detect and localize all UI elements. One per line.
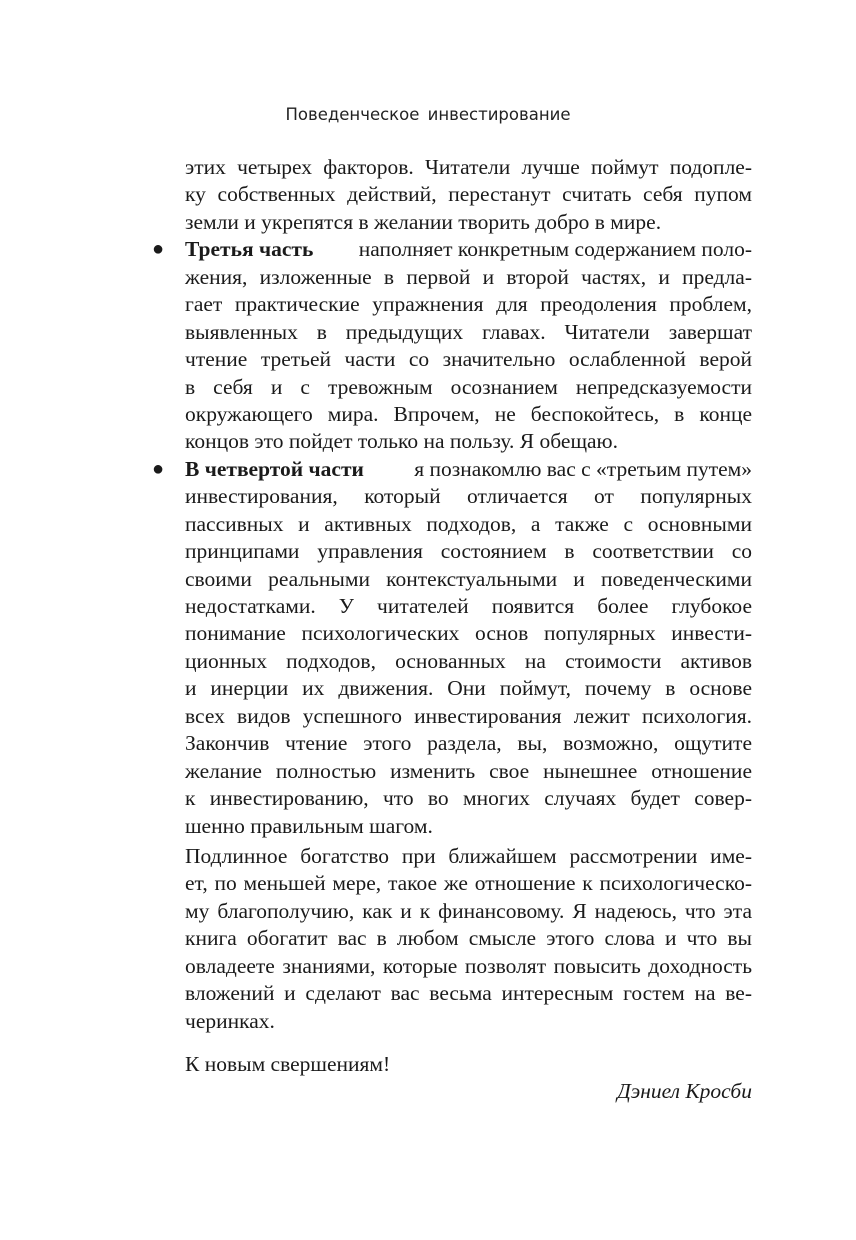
bullet-list-item	[152, 236, 752, 456]
running-header: Поведенческое инвестирование	[285, 105, 571, 124]
text-line: своими реальными контекстуальными и поведенческими	[185, 566, 752, 591]
text-line: гает практические упражнения для преодоления проблем,	[185, 292, 752, 317]
author-signature: Дэниел Кросби	[617, 1079, 752, 1104]
text-line: му благополучию, как и к финансовому. Я надеюсь, что эта	[185, 898, 752, 923]
text-line: черинках.	[185, 1008, 275, 1033]
text-line	[185, 236, 752, 263]
lead-rest: наполняет конкретным содержанием поло-	[353, 237, 752, 262]
lead-rest: я познакомлю вас с «третьим путем»	[408, 456, 752, 481]
closing-line: К новым свершениям!	[185, 1052, 391, 1076]
text-line: ционных подходов, основанных на стоимости активов	[185, 648, 752, 673]
text-line: концов это пойдет только на пользу. Я обещаю.	[185, 429, 618, 454]
text-line: вложений и сделают вас весьма интересным гостем на ве-	[185, 981, 752, 1006]
text-line: инвестирования, который отличается от популярных	[185, 484, 752, 509]
text-line	[185, 456, 752, 483]
text-line: Закончив чтение этого раздела, вы, возможно, ощутите	[185, 731, 752, 756]
text-line: этих четырех факторов. Читатели лучше поймут подопле-	[185, 155, 752, 179]
text-line: земли и укрепятся в желании творить добро в мире.	[185, 209, 662, 234]
text-line: недостатками. У читателей появится более глубокое	[185, 594, 752, 618]
text-line: чтение третьей части со значительно ослабленной верой	[185, 347, 752, 372]
text-line: принципами управления состоянием в соответствии со	[185, 539, 752, 564]
text-line: окружающего мира. Впрочем, не беспокойтесь, в конце	[185, 401, 752, 426]
text-line: и инерции их движения. Они поймут, почему в основе	[185, 676, 752, 701]
text-line: жения, изложенные в первой и второй частях, и предла-	[185, 264, 752, 289]
text-line: шенно правильным шагом.	[185, 813, 433, 838]
text-line: понимание психологических основ популярных инвести-	[185, 621, 752, 646]
bullet-icon: ●	[152, 238, 165, 261]
closing-paragraph	[185, 843, 752, 1035]
text-line: ет, по меньшей мере, такое же отношение к психологическо-	[185, 871, 752, 896]
bullet-list-item	[152, 456, 752, 840]
text-line: в себя и с тревожным осознанием непредсказуемости	[185, 374, 752, 399]
text-line: желание полностью изменить свое нынешнее отношение	[185, 758, 752, 783]
text-line: овладеете знаниями, которые позволят повысить доходность	[185, 953, 752, 978]
text-line: книга обогатит вас в любом смысле этого слова и что вы	[185, 926, 752, 951]
text-line: к инвестированию, что во многих случаях будет совер-	[185, 786, 752, 811]
bold-lead: Третья часть	[185, 237, 314, 262]
text-line: ку собственных действий, перестанут считать себя пупом	[185, 182, 752, 207]
bold-lead: В четвертой части	[185, 456, 364, 481]
text-line: всех видов успешного инвестирования лежит психология.	[185, 703, 752, 728]
continuation-paragraph	[185, 154, 752, 236]
bullet-icon: ●	[152, 457, 165, 480]
text-line: выявленных в предыдущих главах. Читатели завершат	[185, 319, 752, 344]
text-line: пассивных и активных подходов, а также с основными	[185, 511, 752, 536]
text-line: Подлинное богатство при ближайшем рассмотрении име-	[185, 843, 752, 868]
page-body	[152, 154, 752, 1106]
